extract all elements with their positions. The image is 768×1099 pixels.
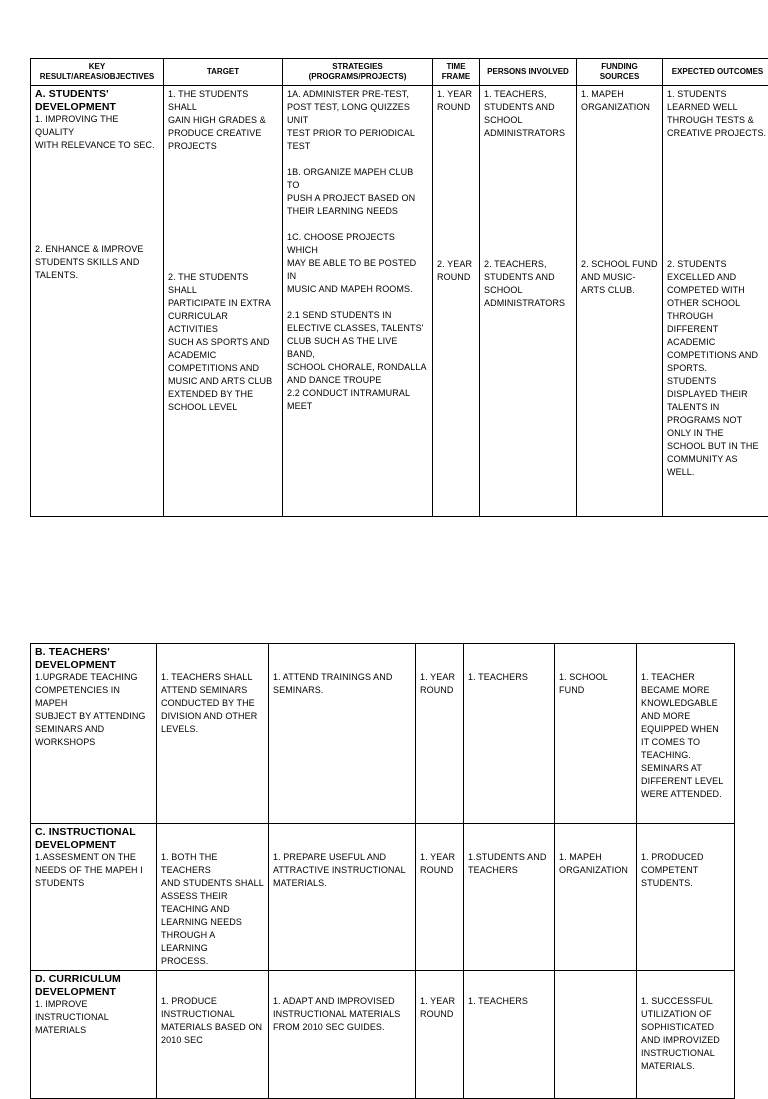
strategy-2-2: 2.2 CONDUCT INTRAMURAL MEET xyxy=(287,387,428,413)
strategy-1a: 1A. ADMINISTER PRE-TEST, POST TEST, LONG QUIZZES UNIT TEST PRIOR TO PERIODICAL TEST xyxy=(287,88,428,153)
target-cell xyxy=(164,86,283,517)
action-plan-table-b xyxy=(30,643,735,1099)
section-heading: A. STUDENTS' DEVELOPMENT xyxy=(35,88,159,113)
key-result-cell xyxy=(31,644,157,824)
key-result-cell xyxy=(31,86,164,517)
strategies-cell xyxy=(283,86,433,517)
persons-cell: 1. TEACHERS xyxy=(464,644,555,824)
outcome-item-1: 1. STUDENTS LEARNED WELL THROUGH TESTS & CREATIVE PROJECTS. xyxy=(667,88,768,140)
outcome-item-2: 2. STUDENTS EXCELLED AND COMPETED WITH OTHER SCHOOL THROUGH DIFFERENT ACADEMIC COMPETITIONS AND SPORTS. STUDENTS DISPLAYED THEIR TALENTS IN PROGRAMS NOT ONLY IN THE SCHOOL BUT IN THE COMMUNITY AS WELL. xyxy=(667,258,768,479)
strategy-2-1: 2.1 SEND STUDENTS IN ELECTIVE CLASSES, TALENTS' CLUB SUCH AS THE LIVE BAND, SCHOOL CHORALE, RONDALLA AND DANCE TROUPE xyxy=(287,309,428,387)
objective-item-1: 1. IMPROVING THE QUALITY WITH RELEVANCE TO SEC. xyxy=(35,113,159,152)
table-row xyxy=(31,971,735,1099)
funding-cell: 1. MAPEH ORGANIZATION xyxy=(555,824,637,971)
persons-item-1: 1. TEACHERS, STUDENTS AND SCHOOL ADMINISTRATORS xyxy=(484,88,572,140)
time-frame-cell: 1. YEAR ROUND xyxy=(416,824,464,971)
outcomes-cell: 1. PRODUCED COMPETENT STUDENTS. xyxy=(637,824,735,971)
funding-item-2: 2. SCHOOL FUND AND MUSIC- ARTS CLUB. xyxy=(581,258,658,297)
section-heading: B. TEACHERS' DEVELOPMENT xyxy=(35,646,152,671)
persons-cell: 1.STUDENTS AND TEACHERS xyxy=(464,824,555,971)
strategies-cell: 1. ATTEND TRAININGS AND SEMINARS. xyxy=(269,644,416,824)
funding-item-1: 1. MAPEH ORGANIZATION xyxy=(581,88,658,114)
header-persons-involved: PERSONS INVOLVED xyxy=(480,59,577,86)
objective-item: 1.UPGRADE TEACHING COMPETENCIES IN MAPEH SUBJECT BY ATTENDING SEMINARS AND WORKSHOPS xyxy=(35,671,152,749)
section-heading: D. CURRICULUM DEVELOPMENT xyxy=(35,973,152,998)
persons-cell: 1. TEACHERS xyxy=(464,971,555,1099)
time-frame-cell: 1. YEAR ROUND xyxy=(416,971,464,1099)
outcomes-cell: 1. TEACHER BECAME MORE KNOWLEDGABLE AND MORE EQUIPPED WHEN IT COMES TO TEACHING. SEMINARS AT DIFFERENT LEVEL WERE ATTENDED. xyxy=(637,644,735,824)
objective-item: 1. IMPROVE INSTRUCTIONAL MATERIALS xyxy=(35,998,152,1037)
target-cell: 1. TEACHERS SHALL ATTEND SEMINARS CONDUCTED BY THE DIVISION AND OTHER LEVELS. xyxy=(157,644,269,824)
target-cell: 1. BOTH THE TEACHERS AND STUDENTS SHALL ASSESS THEIR TEACHING AND LEARNING NEEDS THROUGH A LEARNING PROCESS. xyxy=(157,824,269,971)
time-item-1: 1. YEAR ROUND xyxy=(437,88,475,114)
table-row xyxy=(31,824,735,971)
header-expected-outcomes: EXPECTED OUTCOMES xyxy=(663,59,768,86)
target-item-1: 1. THE STUDENTS SHALL GAIN HIGH GRADES & PRODUCE CREATIVE PROJECTS xyxy=(168,88,278,153)
time-frame-cell: 1. YEAR ROUND xyxy=(416,644,464,824)
key-result-cell xyxy=(31,971,157,1099)
target-item-2: 2. THE STUDENTS SHALL PARTICIPATE IN EXTRA CURRICULAR ACTIVITIES SUCH AS SPORTS AND ACADEMIC COMPETITIONS AND MUSIC AND ARTS CLUB EXTENDED BY THE SCHOOL LEVEL xyxy=(168,271,278,414)
action-plan-table-a xyxy=(30,58,768,517)
table-header-row xyxy=(31,59,768,86)
time-item-2: 2. YEAR ROUND xyxy=(437,258,475,284)
objective-item-2: 2. ENHANCE & IMPROVE STUDENTS SKILLS AND TALENTS. xyxy=(35,243,159,282)
strategy-1b: 1B. ORGANIZE MAPEH CLUB TO PUSH A PROJECT BASED ON THEIR LEARNING NEEDS xyxy=(287,166,428,218)
objective-item: 1.ASSESMENT ON THE NEEDS OF THE MAPEH I STUDENTS xyxy=(35,851,152,890)
header-time-frame: TIME FRAME xyxy=(433,59,480,86)
time-frame-cell xyxy=(433,86,480,517)
table-row xyxy=(31,86,768,517)
target-cell: 1. PRODUCE INSTRUCTIONAL MATERIALS BASED ON 2010 SEC xyxy=(157,971,269,1099)
funding-cell: 1. SCHOOL FUND xyxy=(555,644,637,824)
header-funding-sources: FUNDING SOURCES xyxy=(577,59,663,86)
header-target: TARGET xyxy=(164,59,283,86)
table-row xyxy=(31,644,735,824)
outcomes-cell: 1. SUCCESSFUL UTILIZATION OF SOPHISTICATED AND IMPROVIZED INSTRUCTIONAL MATERIALS. xyxy=(637,971,735,1099)
strategy-1c: 1C. CHOOSE PROJECTS WHICH MAY BE ABLE TO BE POSTED IN MUSIC AND MAPEH ROOMS. xyxy=(287,231,428,296)
key-result-cell xyxy=(31,824,157,971)
funding-cell xyxy=(555,971,637,1099)
header-key-result: KEY RESULT/AREAS/OBJECTIVES xyxy=(31,59,164,86)
outcomes-cell xyxy=(663,86,768,517)
section-heading: C. INSTRUCTIONAL DEVELOPMENT xyxy=(35,826,152,851)
strategies-cell: 1. PREPARE USEFUL AND ATTRACTIVE INSTRUCTIONAL MATERIALS. xyxy=(269,824,416,971)
strategies-cell: 1. ADAPT AND IMPROVISED INSTRUCTIONAL MATERIALS FROM 2010 SEC GUIDES. xyxy=(269,971,416,1099)
persons-cell xyxy=(480,86,577,517)
funding-cell xyxy=(577,86,663,517)
header-strategies: STRATEGIES (PROGRAMS/PROJECTS) xyxy=(283,59,433,86)
persons-item-2: 2. TEACHERS, STUDENTS AND SCHOOL ADMINISTRATORS xyxy=(484,258,572,310)
